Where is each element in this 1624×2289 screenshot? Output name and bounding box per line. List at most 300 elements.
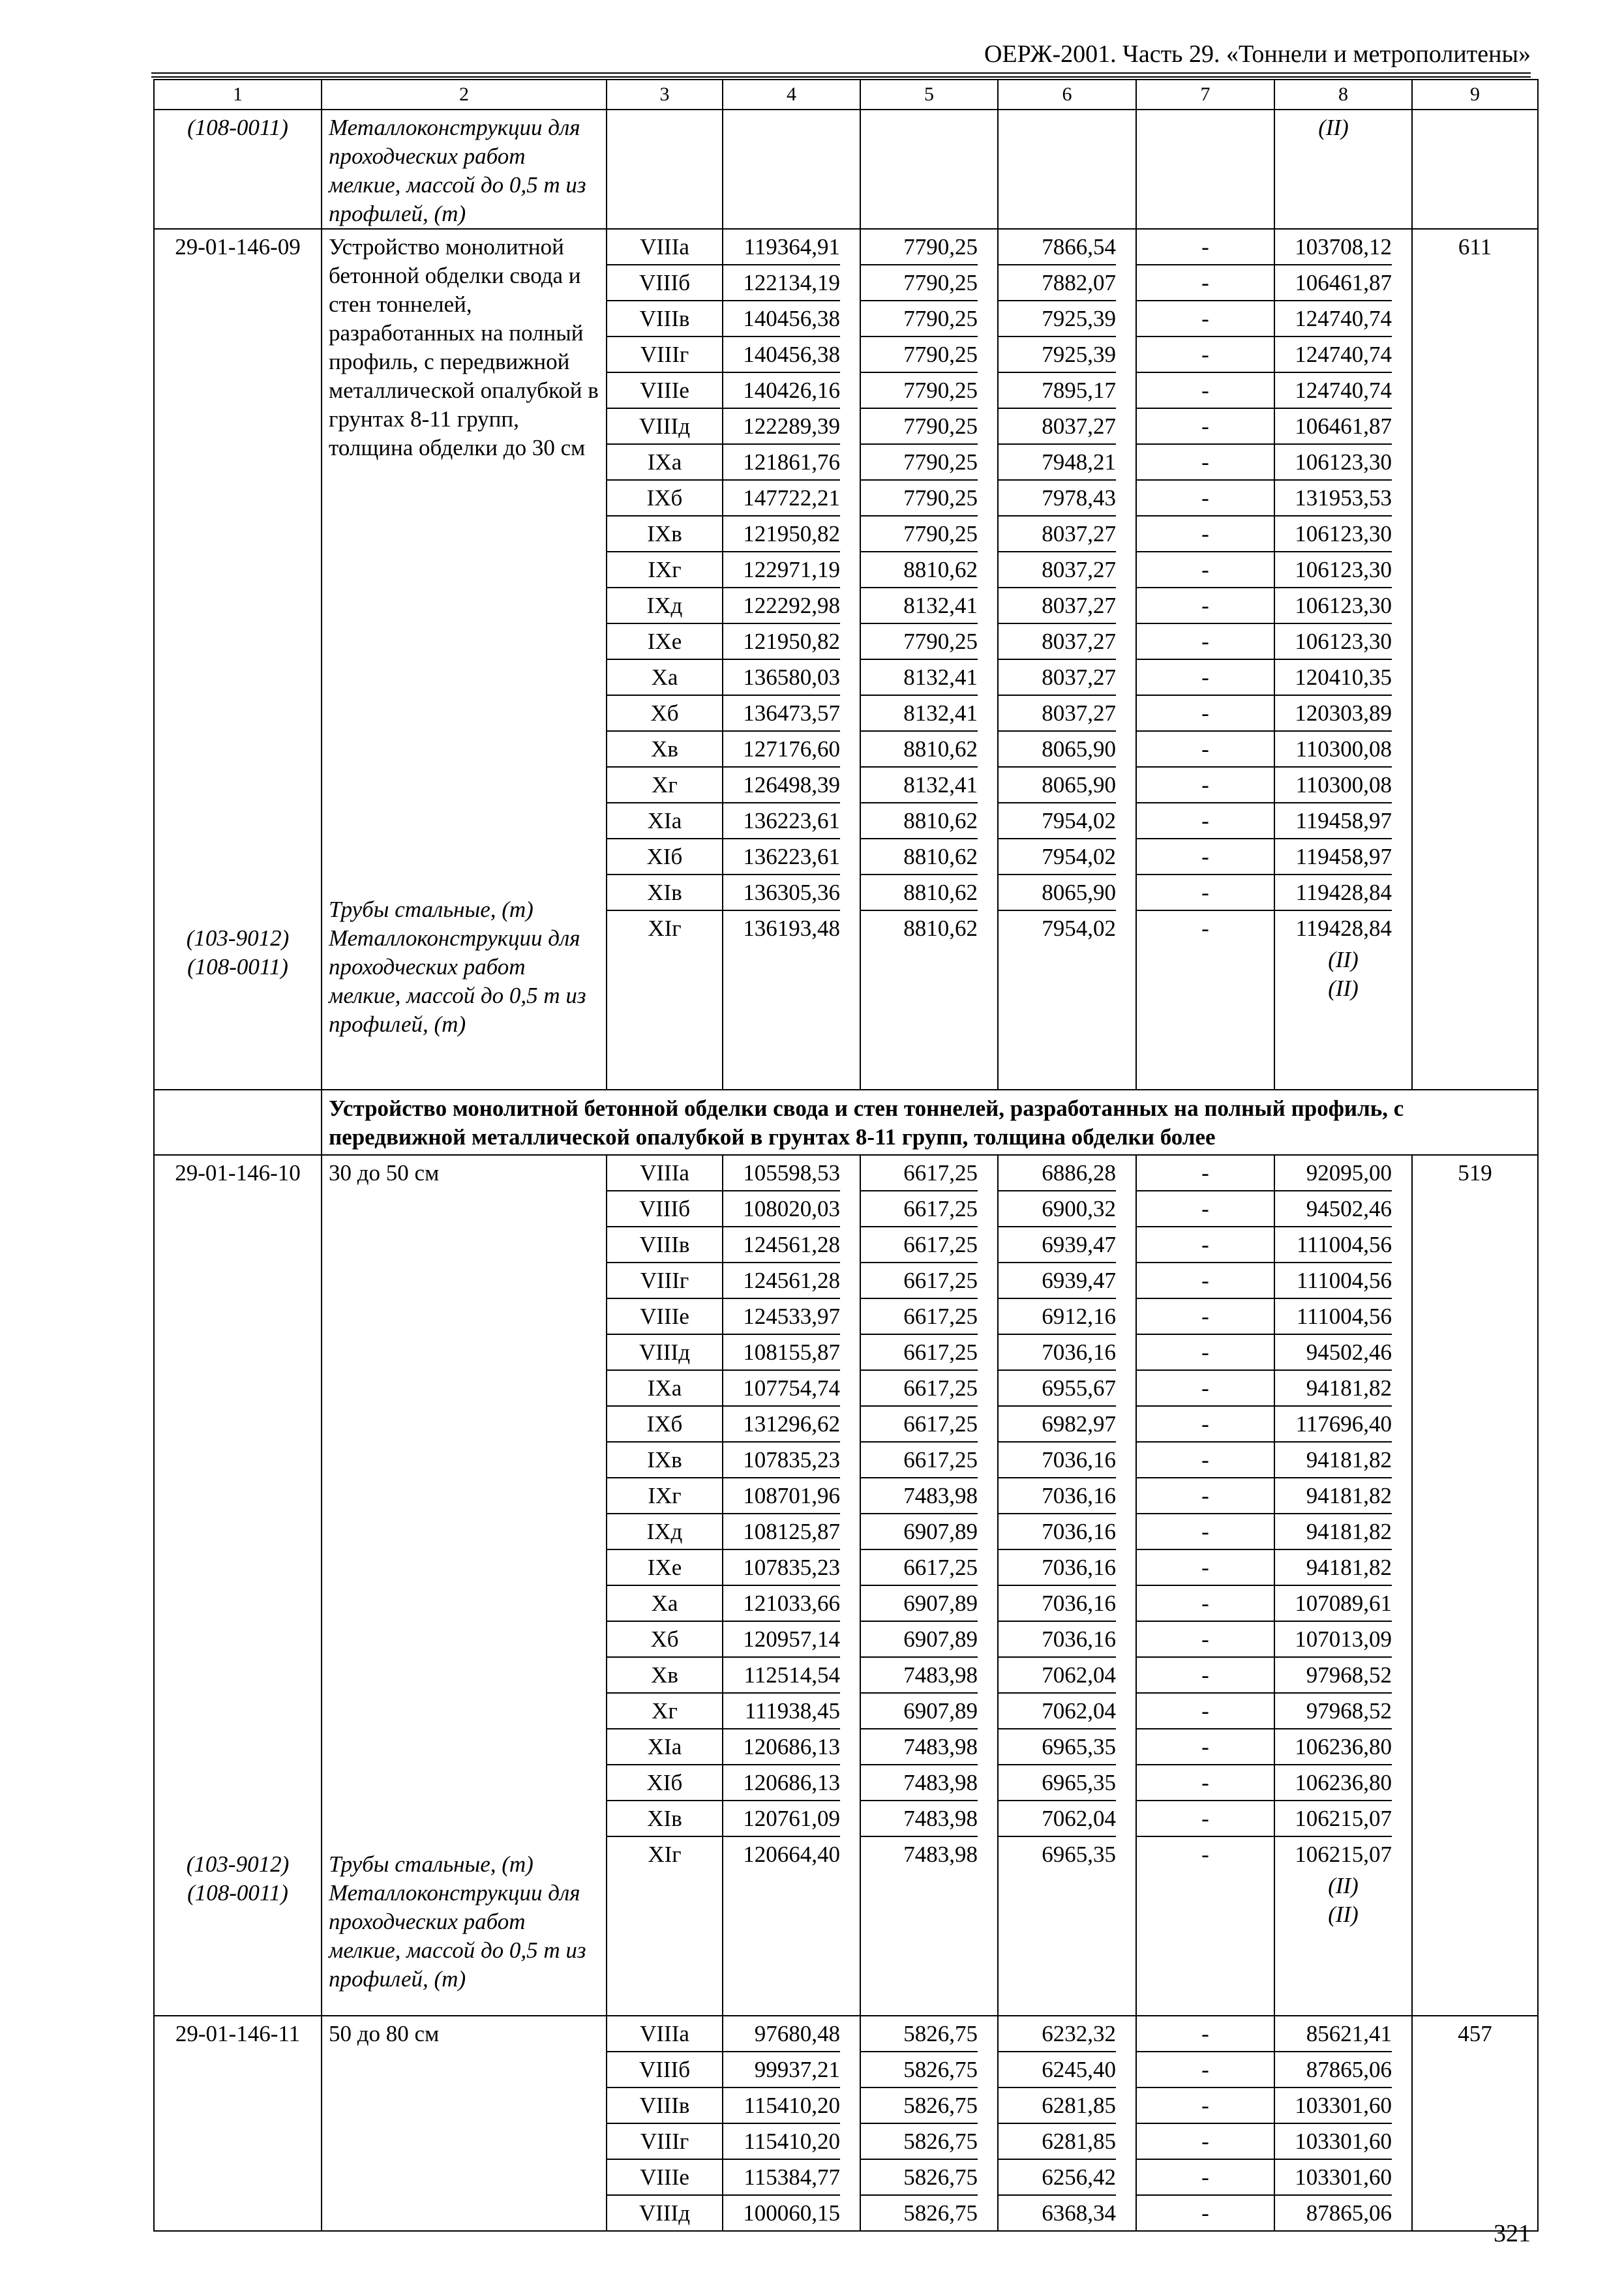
- resource-code: (103-9012): [186, 925, 290, 951]
- materials-value: 120303,89: [1275, 696, 1392, 732]
- resource-category-value: (II): [1328, 1902, 1359, 1927]
- ground-group-value: VIIIв: [607, 301, 722, 337]
- ground-group-value: IXв: [607, 516, 722, 552]
- materials-dash-value: -: [1137, 1371, 1274, 1407]
- wages-value: 5826,75: [861, 2160, 978, 2196]
- column-number: 8: [1274, 80, 1412, 110]
- machines-value: 6281,85: [999, 2088, 1116, 2124]
- machines-value: 7954,02: [999, 839, 1116, 875]
- ground-group-value: Xв: [607, 1658, 722, 1694]
- materials-dash-value: -: [1137, 445, 1274, 481]
- wages-value: 6907,89: [861, 1514, 978, 1550]
- wages-value: 6617,25: [861, 1227, 978, 1263]
- total-cost-value: 122971,19: [723, 552, 840, 588]
- materials-value: 94181,82: [1275, 1443, 1392, 1478]
- materials-dash-value: -: [1137, 2016, 1274, 2052]
- total-cost-value: 105598,53: [723, 1156, 840, 1191]
- ground-group-value: VIIIа: [607, 1156, 722, 1191]
- wages-value: 6617,25: [861, 1263, 978, 1299]
- materials-value: 110300,08: [1275, 768, 1392, 803]
- empty-cell: [154, 1090, 322, 1155]
- materials-dash-value: -: [1137, 2088, 1274, 2124]
- ground-group-value: IXе: [607, 1550, 722, 1586]
- machines-value: 7036,16: [999, 1586, 1116, 1622]
- materials-value: 119428,84: [1295, 916, 1392, 941]
- empty-cell: [860, 110, 998, 229]
- ground-group-value: VIIIв: [607, 1227, 722, 1263]
- ground-group-value: XIа: [607, 803, 722, 839]
- total-cost-value: 140426,16: [723, 373, 840, 409]
- machines-value: 6965,35: [999, 1765, 1116, 1801]
- total-cost-value: 140456,38: [723, 301, 840, 337]
- total-cost-value: 127176,60: [723, 732, 840, 768]
- materials-dash-value: -: [1137, 588, 1274, 624]
- materials-value: 106123,30: [1275, 588, 1392, 624]
- resource-name: Трубы стальные, (т): [329, 1851, 534, 1877]
- total-cost-value: 107835,23: [723, 1443, 840, 1478]
- total-cost-value: 108701,96: [723, 1478, 840, 1514]
- column-materials-dash: [1136, 2016, 1274, 2231]
- total-cost-value: 120686,13: [723, 1729, 840, 1765]
- wages-value: 8810,62: [861, 552, 978, 588]
- column-wages: [860, 1155, 998, 2016]
- materials-dash-value: -: [1137, 1514, 1274, 1550]
- ground-group-value: VIIIа: [607, 2016, 722, 2052]
- total-cost-value: 121861,76: [723, 445, 840, 481]
- materials-value: 111004,56: [1275, 1227, 1392, 1263]
- ground-group-value: Xб: [607, 1622, 722, 1658]
- total-cost-value: 108020,03: [723, 1191, 840, 1227]
- materials-dash-value: -: [1137, 1550, 1274, 1586]
- materials-dash-value: -: [1137, 230, 1274, 265]
- ground-group-value: VIIIб: [607, 2052, 722, 2088]
- materials-value: 106215,07: [1275, 1801, 1392, 1837]
- machines-value: 8037,27: [999, 552, 1116, 588]
- column-number: 5: [860, 80, 998, 110]
- ground-group-value: IXе: [607, 624, 722, 660]
- total-cost-value: 136580,03: [723, 660, 840, 696]
- machines-value: 7954,02: [1042, 916, 1116, 941]
- wages-value: 7483,98: [861, 1729, 978, 1765]
- materials-dash-value: -: [1137, 803, 1274, 839]
- materials-dash-value: -: [1137, 301, 1274, 337]
- machines-value: 6900,32: [999, 1191, 1116, 1227]
- materials-dash-value: -: [1137, 696, 1274, 732]
- column-ground-group: [607, 1155, 723, 2016]
- materials-value: 119458,97: [1275, 803, 1392, 839]
- machines-value: 7882,07: [999, 265, 1116, 301]
- wages-value: 7790,25: [861, 481, 978, 516]
- ground-group-value: XIг: [648, 916, 682, 941]
- resource-code: (108-0011): [187, 1880, 288, 1906]
- wages-value: 7483,98: [861, 1658, 978, 1694]
- item-title: Устройство монолитной бетонной обделки свода и стен тоннелей, разработанных на полный профиль, с передвижной металлической опалубкой в грунтах 8-11 групп, толщина обделки до 30 см: [329, 234, 599, 460]
- machines-value: 7036,16: [999, 1478, 1116, 1514]
- ground-group-value: IXа: [607, 1371, 722, 1407]
- ground-group-value: VIIIе: [607, 2160, 722, 2196]
- total-cost-value: 108125,87: [723, 1514, 840, 1550]
- materials-dash-value: -: [1137, 1227, 1274, 1263]
- materials-dash-value: -: [1137, 1191, 1274, 1227]
- resource-name: Металлоконструкции для проходческих работ мелкие, массой до 0,5 т из профилей, (т): [329, 1880, 586, 1992]
- total-cost-value: 120957,14: [723, 1622, 840, 1658]
- materials-value: 106461,87: [1275, 409, 1392, 445]
- column-number: 6: [998, 80, 1136, 110]
- machines-value: 7978,43: [999, 481, 1116, 516]
- description-cell: [322, 229, 607, 1090]
- materials-value: 119458,97: [1275, 839, 1392, 875]
- materials-value: 94181,82: [1275, 1514, 1392, 1550]
- total-cost-value: 136223,61: [723, 803, 840, 839]
- item-code: 29-01-146-09: [175, 234, 301, 260]
- ground-group-value: Xб: [607, 696, 722, 732]
- machines-value: 7062,04: [999, 1694, 1116, 1729]
- machines-value: 8037,27: [999, 588, 1116, 624]
- total-cost-value: 136223,61: [723, 839, 840, 875]
- wages-value: 6617,25: [861, 1371, 978, 1407]
- ground-group-value: VIIIе: [607, 373, 722, 409]
- materials-dash-value: -: [1137, 1694, 1274, 1729]
- ground-group-value: VIIIг: [607, 1263, 722, 1299]
- total-cost-value: 136193,48: [743, 916, 840, 941]
- materials-dash-value: -: [1137, 839, 1274, 875]
- machines-value: 7036,16: [999, 1443, 1116, 1478]
- wages-value: 7790,25: [861, 445, 978, 481]
- machines-value: 7036,16: [999, 1335, 1116, 1371]
- code-cell: [154, 1155, 322, 2016]
- machines-value: 6912,16: [999, 1299, 1116, 1335]
- wages-value: 6617,25: [861, 1407, 978, 1443]
- wages-value: 6617,25: [861, 1191, 978, 1227]
- materials-dash-value: -: [1137, 624, 1274, 660]
- column-wages: [860, 229, 998, 1090]
- ground-group-value: Xг: [607, 768, 722, 803]
- materials-value: 103301,60: [1275, 2088, 1392, 2124]
- wages-value: 7790,25: [861, 337, 978, 373]
- column-materials: [1274, 229, 1412, 1090]
- column-materials-dash: [1136, 1155, 1274, 2016]
- materials-value: 131953,53: [1275, 481, 1392, 516]
- total-cost-value: 124561,28: [723, 1263, 840, 1299]
- materials-value: 124740,74: [1275, 373, 1392, 409]
- wages-value: 5826,75: [861, 2016, 978, 2052]
- header-rule-double: [151, 76, 1531, 78]
- item-code: 29-01-146-10: [175, 1160, 301, 1186]
- wages-value: 7790,25: [861, 301, 978, 337]
- materials-value: 106123,30: [1275, 516, 1392, 552]
- ground-group-value: VIIIб: [607, 265, 722, 301]
- running-header: ОЕРЖ-2001. Часть 29. «Тоннели и метрополитены»: [984, 40, 1531, 68]
- machines-value: 6886,28: [999, 1156, 1116, 1191]
- materials-value: 106123,30: [1275, 445, 1392, 481]
- resource-code: (108-0011): [187, 954, 288, 980]
- materials-value: 106236,80: [1275, 1765, 1392, 1801]
- ground-group-value: IXа: [607, 445, 722, 481]
- materials-dash-value: -: [1137, 373, 1274, 409]
- total-cost-value: 121950,82: [723, 516, 840, 552]
- total-cost-value: 124533,97: [723, 1299, 840, 1335]
- materials-value: 94502,46: [1275, 1335, 1392, 1371]
- materials-dash-value: -: [1137, 732, 1274, 768]
- materials-dash-value: -: [1137, 2052, 1274, 2088]
- machines-value: 8037,27: [999, 409, 1116, 445]
- total-cost-value: 122134,19: [723, 265, 840, 301]
- total-cost-value: 121950,82: [723, 624, 840, 660]
- ground-group-value: VIIIд: [607, 1335, 722, 1371]
- materials-value: 106236,80: [1275, 1729, 1392, 1765]
- ground-group-value: XIв: [607, 1801, 722, 1837]
- table-row: [154, 2016, 1538, 2231]
- materials-dash-value: -: [1201, 1842, 1209, 1867]
- wages-value: 7790,25: [861, 230, 978, 265]
- machines-value: 6965,35: [999, 1729, 1116, 1765]
- column-machines: [998, 1155, 1136, 2016]
- machines-value: 7036,16: [999, 1550, 1116, 1586]
- materials-dash-value: -: [1137, 2124, 1274, 2160]
- resource-code: (108-0011): [154, 110, 322, 229]
- ground-group-value: IXг: [607, 552, 722, 588]
- column-total-cost: [723, 1155, 860, 2016]
- total-cost-value: 124561,28: [723, 1227, 840, 1263]
- machines-value: 8037,27: [999, 660, 1116, 696]
- total-cost-value: 97680,48: [723, 2016, 840, 2052]
- labor-cell: [1412, 229, 1538, 1090]
- ground-group-value: VIIIб: [607, 1191, 722, 1227]
- column-wages: [860, 2016, 998, 2231]
- ground-group-value: XIб: [607, 1765, 722, 1801]
- machines-value: 6939,47: [999, 1263, 1116, 1299]
- resource-name: Металлоконструкции для проходческих работ мелкие, массой до 0,5 т из профилей, (т): [322, 110, 607, 229]
- wages-value: 7483,98: [861, 1765, 978, 1801]
- wages-value: 7483,98: [861, 1478, 978, 1514]
- ground-group-value: IXд: [607, 1514, 722, 1550]
- machines-value: 6256,42: [999, 2160, 1116, 2196]
- total-cost-value: 136305,36: [723, 875, 840, 911]
- ground-group-value: Xв: [607, 732, 722, 768]
- total-cost-value: 115410,20: [723, 2088, 840, 2124]
- wages-value: 7790,25: [861, 409, 978, 445]
- wages-value: 8810,62: [903, 916, 978, 941]
- item-title: 30 до 50 см: [329, 1160, 440, 1186]
- total-cost-value: 140456,38: [723, 337, 840, 373]
- materials-dash-value: -: [1137, 265, 1274, 301]
- wages-value: 7790,25: [861, 265, 978, 301]
- column-materials-dash: [1136, 229, 1274, 1090]
- materials-dash-value: -: [1201, 916, 1209, 941]
- labor-value: 457: [1458, 2021, 1492, 2046]
- machines-value: 6368,34: [1042, 2200, 1116, 2226]
- total-cost-value: 126498,39: [723, 768, 840, 803]
- machines-value: 6965,35: [1042, 1842, 1116, 1867]
- wages-value: 8132,41: [861, 588, 978, 624]
- column-total-cost: [723, 2016, 860, 2231]
- materials-value: 103708,12: [1275, 230, 1392, 265]
- wages-value: 7483,98: [903, 1842, 978, 1867]
- empty-cell: [607, 110, 723, 229]
- materials-dash-value: -: [1137, 1658, 1274, 1694]
- materials-dash-value: -: [1137, 1801, 1274, 1837]
- ground-group-value: VIIIд: [607, 409, 722, 445]
- materials-value: 94181,82: [1275, 1550, 1392, 1586]
- machines-value: 8037,27: [999, 696, 1116, 732]
- column-machines: [998, 2016, 1136, 2231]
- materials-value: 120410,35: [1275, 660, 1392, 696]
- total-cost-value: 122292,98: [723, 588, 840, 624]
- materials-dash-value: -: [1137, 1729, 1274, 1765]
- machines-value: 6281,85: [999, 2124, 1116, 2160]
- materials-value: 106215,07: [1295, 1842, 1392, 1867]
- ground-group-value: Xа: [607, 660, 722, 696]
- materials-value: 94181,82: [1275, 1478, 1392, 1514]
- materials-value: 87865,06: [1306, 2200, 1392, 2226]
- column-number: 4: [723, 80, 860, 110]
- total-cost-value: 108155,87: [723, 1335, 840, 1371]
- labor-value: 519: [1458, 1160, 1492, 1186]
- empty-cell: [723, 110, 860, 229]
- materials-dash-value: -: [1137, 1407, 1274, 1443]
- ground-group-value: Xа: [607, 1586, 722, 1622]
- column-number: 1: [154, 80, 322, 110]
- machines-value: 7062,04: [999, 1658, 1116, 1694]
- wages-value: 8132,41: [861, 696, 978, 732]
- total-cost-value: 136473,57: [723, 696, 840, 732]
- materials-value: 103301,60: [1275, 2160, 1392, 2196]
- column-number: 2: [322, 80, 607, 110]
- materials-value: 119428,84: [1275, 875, 1392, 911]
- ground-group-value: IXб: [607, 1407, 722, 1443]
- machines-value: 7895,17: [999, 373, 1116, 409]
- wages-value: 5826,75: [861, 2124, 978, 2160]
- ground-group-value: XIа: [607, 1729, 722, 1765]
- group-heading: Устройство монолитной бетонной обделки свода и стен тоннелей, разработанных на полный профиль, с передвижной металлической опалубкой в грунтах 8-11 групп, толщина обделки более: [322, 1090, 1538, 1155]
- ground-group-value: IXв: [607, 1443, 722, 1478]
- machines-value: 6939,47: [999, 1227, 1116, 1263]
- machines-value: 7866,54: [999, 230, 1116, 265]
- wages-value: 6617,25: [861, 1550, 978, 1586]
- wages-value: 5826,75: [861, 2052, 978, 2088]
- materials-value: 110300,08: [1275, 732, 1392, 768]
- materials-dash-value: -: [1137, 875, 1274, 911]
- empty-cell: [998, 110, 1136, 229]
- materials-value: 111004,56: [1275, 1299, 1392, 1335]
- machines-value: 6245,40: [999, 2052, 1116, 2088]
- materials-dash-value: -: [1137, 1263, 1274, 1299]
- column-machines: [998, 229, 1136, 1090]
- wages-value: 8810,62: [861, 803, 978, 839]
- resource-category-value: (II): [1328, 976, 1359, 1001]
- wages-value: 7790,25: [861, 516, 978, 552]
- machines-value: 7948,21: [999, 445, 1116, 481]
- materials-value: 97968,52: [1275, 1658, 1392, 1694]
- machines-value: 6232,32: [999, 2016, 1116, 2052]
- wages-value: 6617,25: [861, 1443, 978, 1478]
- total-cost-value: 120761,09: [723, 1801, 840, 1837]
- ground-group-value: VIIIг: [607, 2124, 722, 2160]
- ground-group-value: XIб: [607, 839, 722, 875]
- resource-category-value: (II): [1318, 115, 1349, 140]
- machines-value: 8065,90: [999, 768, 1116, 803]
- materials-value: 92095,00: [1275, 1156, 1392, 1191]
- ground-group-value: VIIIе: [607, 1299, 722, 1335]
- total-cost-value: 107754,74: [723, 1371, 840, 1407]
- total-cost-value: 120686,13: [723, 1765, 840, 1801]
- code-cell: [154, 229, 322, 1090]
- column-ground-group: [607, 229, 723, 1090]
- materials-value: 97968,52: [1275, 1694, 1392, 1729]
- wages-value: 8810,62: [861, 875, 978, 911]
- materials-dash-value: -: [1137, 1622, 1274, 1658]
- wages-value: 8132,41: [861, 768, 978, 803]
- materials-value: 94502,46: [1275, 1191, 1392, 1227]
- total-cost-value: 121033,66: [723, 1586, 840, 1622]
- materials-dash-value: -: [1137, 409, 1274, 445]
- column-number: 9: [1412, 80, 1538, 110]
- labor-value: 611: [1458, 234, 1492, 260]
- resource-category: [1274, 110, 1412, 229]
- code-cell: [154, 2016, 322, 2231]
- machines-value: 7036,16: [999, 1622, 1116, 1658]
- machines-value: 6955,67: [999, 1371, 1116, 1407]
- ground-group-value: IXг: [607, 1478, 722, 1514]
- total-cost-value: 131296,62: [723, 1407, 840, 1443]
- ground-group-value: IXб: [607, 481, 722, 516]
- column-materials: [1274, 2016, 1412, 2231]
- materials-dash-value: -: [1137, 1443, 1274, 1478]
- empty-cell: [1136, 110, 1274, 229]
- materials-value: 124740,74: [1275, 301, 1392, 337]
- materials-value: 103301,60: [1275, 2124, 1392, 2160]
- header-rule: [151, 72, 1531, 74]
- labor-cell: [1412, 1155, 1538, 2016]
- materials-value: 111004,56: [1275, 1263, 1392, 1299]
- resource-category-value: (II): [1328, 1873, 1359, 1898]
- materials-value: 85621,41: [1275, 2016, 1392, 2052]
- machines-value: 6982,97: [999, 1407, 1116, 1443]
- resource-code: (103-9012): [186, 1851, 290, 1877]
- wages-value: 6617,25: [861, 1156, 978, 1191]
- machines-value: 8037,27: [999, 516, 1116, 552]
- description-cell: [322, 2016, 607, 2231]
- materials-dash-value: -: [1137, 337, 1274, 373]
- materials-value: 106461,87: [1275, 265, 1392, 301]
- total-cost-value: 99937,21: [723, 2052, 840, 2088]
- wages-value: 7483,98: [861, 1801, 978, 1837]
- materials-dash-value: -: [1137, 552, 1274, 588]
- materials-dash-value: -: [1137, 1299, 1274, 1335]
- description-cell: [322, 1155, 607, 2016]
- materials-dash-value: -: [1201, 2200, 1209, 2226]
- column-number: 3: [607, 80, 723, 110]
- materials-dash-value: -: [1137, 481, 1274, 516]
- total-cost-value: 100060,15: [743, 2200, 840, 2226]
- ground-group-value: IXд: [607, 588, 722, 624]
- materials-value: 106123,30: [1275, 624, 1392, 660]
- resource-name: Металлоконструкции для проходческих работ мелкие, массой до 0,5 т из профилей, (т): [329, 925, 586, 1037]
- labor-cell: [1412, 2016, 1538, 2231]
- wages-value: 8132,41: [861, 660, 978, 696]
- materials-value: 106123,30: [1275, 552, 1392, 588]
- ground-group-value: Xг: [607, 1694, 722, 1729]
- materials-value: 94181,82: [1275, 1371, 1392, 1407]
- materials-dash-value: -: [1137, 660, 1274, 696]
- ground-group-value: VIIIв: [607, 2088, 722, 2124]
- total-cost-value: 112514,54: [723, 1658, 840, 1694]
- ground-group-value: VIIIд: [639, 2200, 691, 2226]
- item-code: 29-01-146-11: [175, 2021, 301, 2046]
- total-cost-value: 115384,77: [723, 2160, 840, 2196]
- materials-value: 124740,74: [1275, 337, 1392, 373]
- wages-value: 5826,75: [903, 2200, 978, 2226]
